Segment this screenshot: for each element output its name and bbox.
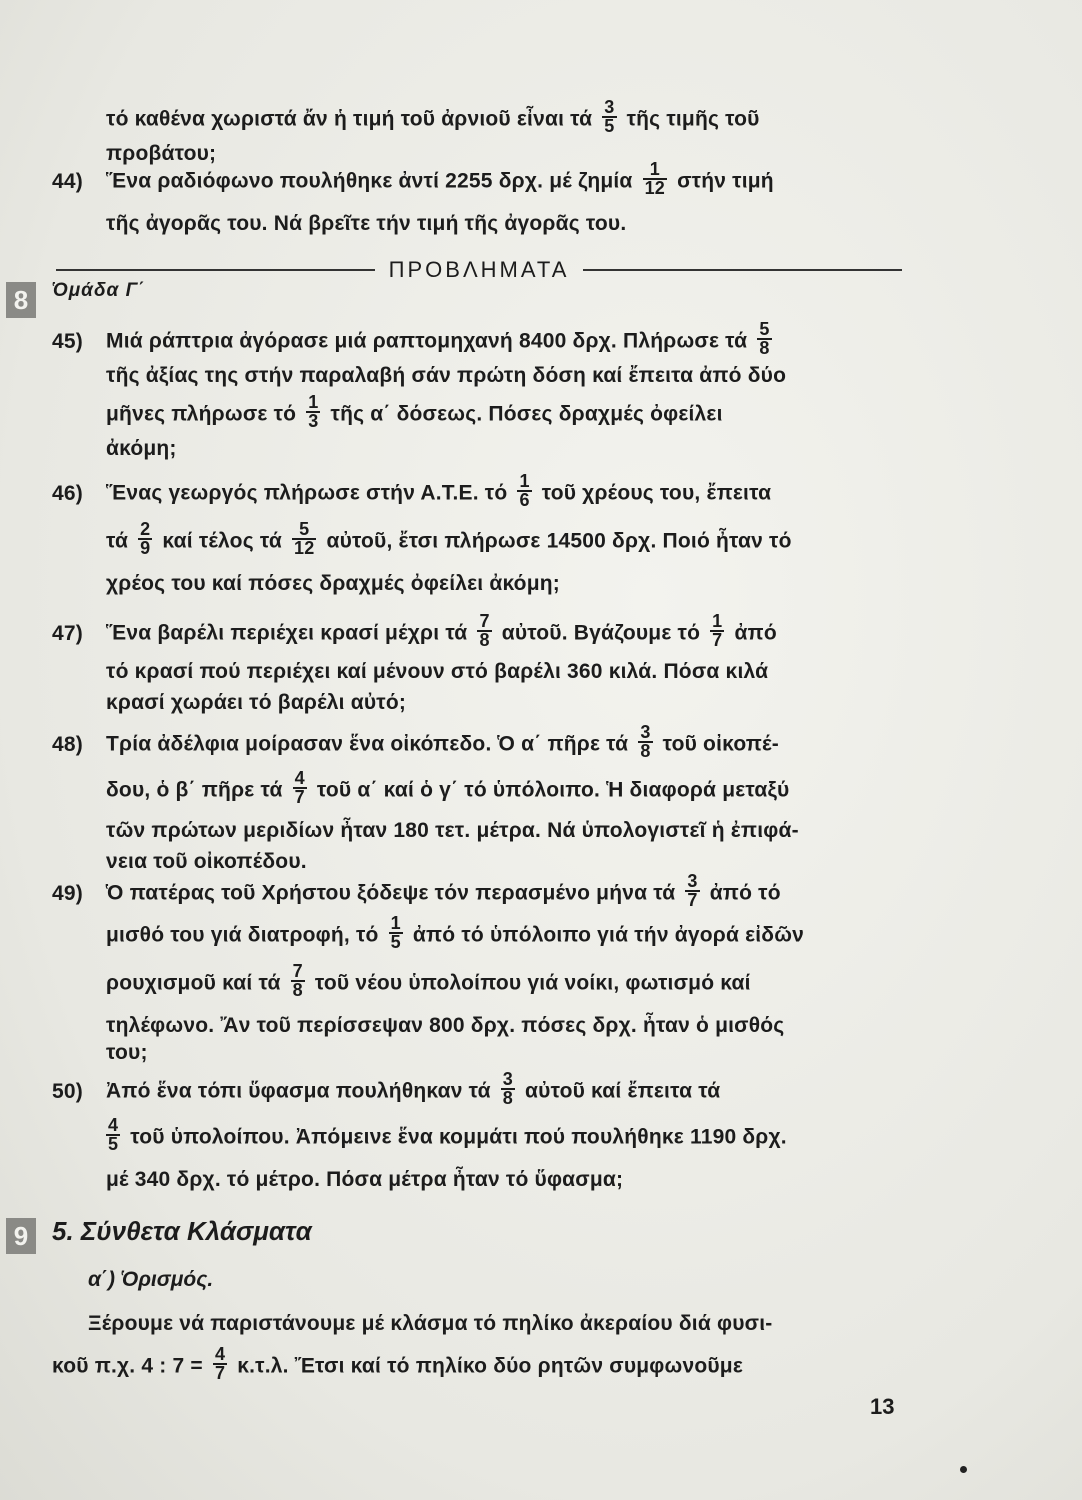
problem-43-continuation [52, 97, 1062, 169]
text: του; [106, 1041, 148, 1064]
fraction: $\frac{1}{12}$ [644, 159, 666, 198]
fraction: $\frac{7}{8}$ [292, 961, 303, 1000]
text: Ἕνα ραδιόφωνο πουλήθηκε ἀντί 2255 δρχ. μέ ζημία [106, 169, 633, 193]
text: Τρία ἀδέλφια μοίρασαν ἕνα οἰκόπεδο. Ὁ α΄ πῆρε τά [106, 732, 629, 756]
text: δου, ὁ β΄ πῆρε τά [106, 778, 283, 802]
text: μισθό του γιά διατροφή, τό [106, 923, 379, 947]
text: αὐτοῦ, ἔτσι πλήρωσε 14500 δρχ. Ποιό ἦταν τό [326, 529, 792, 553]
divider-right [583, 269, 902, 271]
problem-number: 48) [52, 732, 83, 756]
section-title: 5. Σύνθετα Κλάσματα [52, 1216, 312, 1246]
fraction: $\frac{4}{5}$ [108, 1115, 119, 1154]
text: Ἕνα βαρέλι περιέχει κρασί μέχρι τά [106, 621, 468, 645]
text: νεια τοῦ οἰκοπέδου. [106, 850, 307, 873]
problem-50 [52, 1069, 1062, 1195]
text: αὐτοῦ. Βγάζουμε τό [501, 621, 701, 645]
problem-48 [52, 722, 1062, 877]
section-tab-8: 8 [6, 282, 36, 318]
text: κρασί χωράει τό βαρέλι αὐτό; [106, 691, 407, 714]
problem-49 [52, 871, 1062, 1065]
fraction: $\frac{4}{7}$ [294, 768, 305, 807]
fraction: $\frac{1}{3}$ [308, 392, 319, 431]
fraction: $\frac{5}{12}$ [294, 519, 315, 558]
text: τοῦ α΄ καί ὁ γ΄ τό ὑπόλοιπο. Ἡ διαφορά μεταξύ [316, 778, 790, 802]
text: τηλέφωνο. Ἄν τοῦ περίσσεψαν 800 δρχ. πόσες δρχ. ἦταν ὁ μισθός [106, 1014, 785, 1037]
definition-paragraph [52, 1308, 1062, 1385]
text: Ξέρουμε νά παριστάνουμε μέ κλάσμα τό πηλίκο ἀκεραίου διά φυσι- [88, 1312, 773, 1335]
text: μῆνες πλήρωσε τό [106, 402, 297, 426]
fraction: $\frac{4}{7}$ [214, 1344, 226, 1383]
text: ἀπό τό ὑπόλοιπο γιά τήν ἀγορά εἰδῶν [412, 923, 805, 947]
group-label: Ὁμάδα Γ΄ [52, 280, 146, 301]
problem-number: 50) [52, 1079, 83, 1103]
text: κοῦ π.χ. 4 : 7 = [52, 1354, 203, 1378]
page-number: 13 [870, 1394, 895, 1419]
print-speck [960, 1466, 967, 1473]
problem-47 [52, 611, 1062, 718]
problem-number: 44) [52, 169, 83, 193]
text: τῶν πρώτων μεριδίων ἦταν 180 τετ. μέτρα. Νά ὑπολογιστεῖ ἡ ἐπιφά- [106, 819, 799, 842]
text: καί τέλος τά [162, 529, 282, 553]
divider-left [56, 269, 375, 271]
subsection-title: α΄) Ὁρισμός. [88, 1268, 214, 1291]
text: τῆς τιμῆς τοῦ [626, 107, 760, 131]
fraction: $\frac{1}{7}$ [712, 611, 723, 650]
text: ἀπό [734, 621, 777, 645]
problem-number: 46) [52, 481, 83, 505]
problem-44 [52, 159, 1062, 239]
fraction: $\frac{3}{8}$ [502, 1069, 513, 1108]
fraction: $\frac{7}{8}$ [479, 611, 490, 650]
problem-46 [52, 471, 1062, 599]
text: Μιά ράπτρια ἀγόρασε μιά ραπτομηχανή 8400 δρχ. Πλήρωσε τά [106, 329, 748, 353]
fraction: $\frac{3}{7}$ [687, 871, 698, 910]
section-tab-9: 9 [6, 1218, 36, 1254]
text: τό κρασί πού περιέχει καί μένουν στό βαρέλι 360 κιλά. Πόσα κιλά [106, 660, 769, 683]
text: τῆς α΄ δόσεως. Πόσες δραχμές ὀφείλει [330, 402, 723, 426]
problem-number: 47) [52, 621, 83, 645]
problem-45 [52, 319, 1062, 464]
text: αὐτοῦ καί ἔπειτα τά [525, 1079, 721, 1103]
text: κ.τ.λ. Ἔτσι καί τό πηλίκο δύο ρητῶν συμφωνοῦμε [237, 1354, 744, 1378]
text: τοῦ ὑπολοίπου. Ἀπόμεινε ἕνα κομμάτι πού πουλήθηκε 1190 δρχ. [130, 1125, 787, 1149]
text: τό καθένα χωριστά ἄν ἡ τιμή τοῦ ἀρνιοῦ εἶναι τά [106, 107, 593, 131]
problem-number: 45) [52, 329, 83, 353]
text: ἀπό τό [709, 881, 781, 905]
fraction: $\frac{3}{5}$ [604, 97, 615, 136]
text: προβάτου; [106, 142, 217, 165]
text: Ἀπό ἕνα τόπι ὕφασμα πουλήθηκαν τά [106, 1079, 491, 1103]
fraction: $\frac{5}{8}$ [759, 319, 770, 358]
fraction: $\frac{1}{6}$ [519, 471, 530, 510]
text: τοῦ χρέους του, ἔπειτα [541, 481, 772, 505]
fraction: $\frac{2}{9}$ [140, 519, 151, 558]
text: ρουχισμοῦ καί τά [106, 971, 281, 995]
fraction: $\frac{3}{8}$ [640, 722, 651, 761]
text: τοῦ οἰκοπέ- [662, 732, 779, 756]
text: Ὁ πατέρας τοῦ Χρήστου ξόδεψε τόν περασμένο μήνα τά [106, 881, 676, 905]
section-heading [56, 255, 902, 285]
text: στήν τιμή [677, 169, 774, 193]
text: τῆς ἀξίας της στήν παραλαβή σάν πρώτη δόση καί ἔπειτα ἀπό δύο [106, 364, 787, 387]
text: τῆς ἀγορᾶς του. Νά βρεῖτε τήν τιμή τῆς ἀγορᾶς του. [106, 212, 627, 235]
text: τά [106, 529, 129, 553]
text: Ἕνας γεωργός πλήρωσε στήν Α.Τ.Ε. τό [106, 481, 508, 505]
problem-number: 49) [52, 881, 83, 905]
fraction: $\frac{1}{5}$ [390, 913, 401, 952]
section-heading-text: ΠΡΟΒΛΗΜΑΤΑ [388, 257, 570, 282]
text: μέ 340 δρχ. τό μέτρο. Πόσα μέτρα ἦταν τό ὕφασμα; [106, 1168, 624, 1191]
text: ἀκόμη; [106, 437, 177, 460]
text: τοῦ νέου ὑπολοίπου γιά νοίκι, φωτισμό καί [314, 971, 751, 995]
text: χρέος του καί πόσες δραχμές ὀφείλει ἀκόμη; [106, 572, 560, 595]
